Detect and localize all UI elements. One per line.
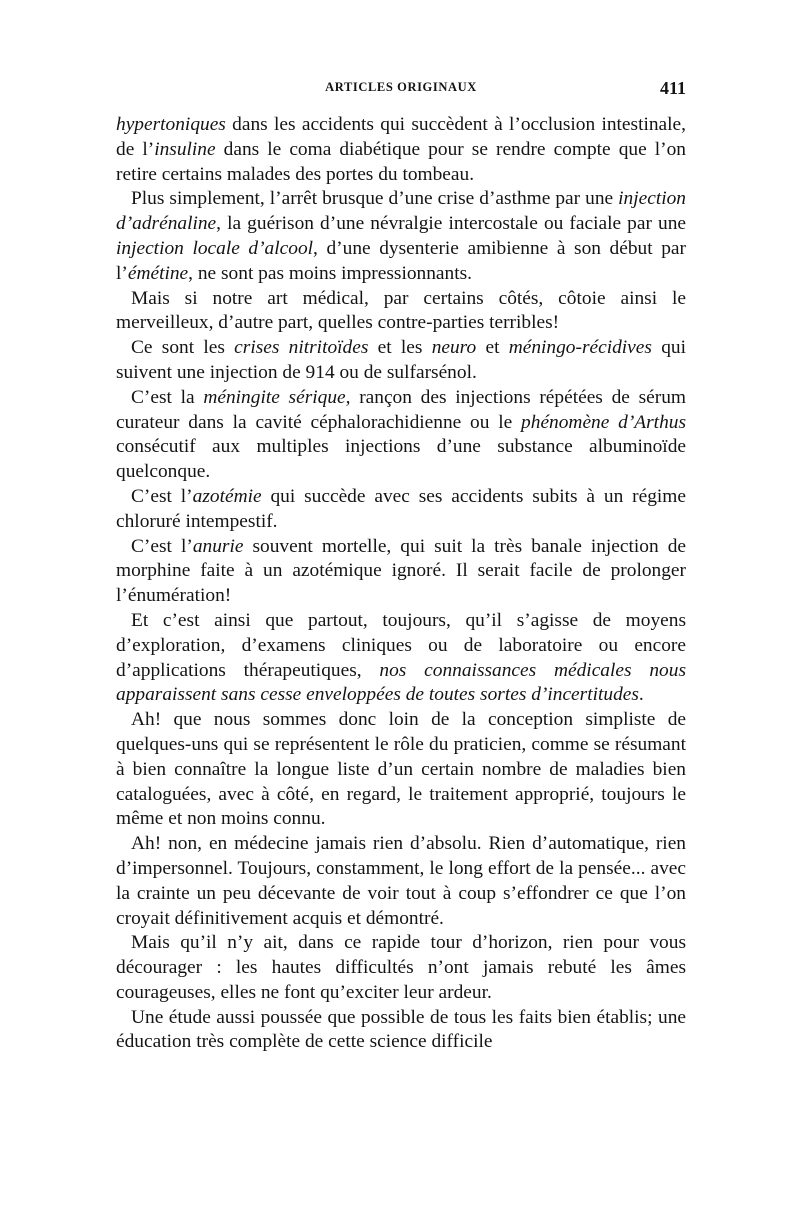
paragraph — [116, 535, 686, 609]
italic-run: émétine — [127, 262, 189, 284]
text-run: C’est la — [131, 386, 204, 408]
text-run: Plus simplement, l’arrêt brusque d’une crise d’asthme par une — [131, 188, 619, 210]
paragraph — [116, 485, 686, 535]
text-run: et les — [368, 337, 432, 359]
paragraph — [116, 931, 686, 1005]
text-run: Ce sont les — [131, 337, 235, 359]
text-run: dans les accidents qui succèdent à l’occlusion intestinale, de l’ — [116, 114, 686, 160]
paragraph — [116, 1006, 686, 1056]
page-number: 411 — [659, 78, 686, 98]
text-run: . — [638, 684, 644, 706]
text-run: Ah! que nous sommes donc loin de la conception simpliste de quelques-uns qui se représentent le rôle du praticien, comme se résumant à bien connaître la longue liste d’un certain nombre de maladies bien cataloguées, avec à côté, en regard, le traitement approprié, toujours le même et non moins connu. — [116, 709, 686, 830]
text-run: C’est l’ — [131, 485, 193, 507]
text-run: dans le coma diabétique pour se rendre compte que l’on retire certains malades des portes du tombeau. — [116, 138, 686, 185]
text-run: Et c’est ainsi que partout, toujours, qu’il s’agisse de moyens d’exploration, d’examens cliniques ou de laboratoire ou encore d’applications thérapeutiques, — [116, 609, 686, 681]
italic-run: nos connaissances médicales nous apparaissent sans cesse enveloppées de toutes sortes d’incertitudes — [116, 659, 686, 706]
text-run: souvent mortelle, qui suit la très banale injection de morphine faite à un azotémique ignoré. Il serait facile de prolonger l’énumération! — [116, 535, 686, 607]
italic-run: phénomène d’Arthus — [521, 411, 687, 433]
body-text — [116, 113, 686, 1055]
text-run: , d’une dysenterie amibienne à son début par l’ — [116, 237, 686, 284]
italic-run: crises nitritoïdes — [234, 337, 369, 359]
italic-run: anurie — [192, 535, 244, 557]
italic-run: injection locale d’alcool — [116, 237, 314, 259]
text-run: consécutif aux multiples injections d’une substance albuminoïde quelconque. — [116, 436, 686, 483]
paragraph — [116, 336, 686, 386]
paragraph — [116, 609, 686, 708]
text-run: Une étude aussi poussée que possible de tous les faits bien établis; une éducation très complète de cette science difficile — [116, 1006, 686, 1053]
italic-run: méningo-récidives — [508, 337, 652, 359]
text-run: et — [476, 337, 509, 359]
italic-run: hypertoniques — [116, 114, 226, 135]
italic-run: insuline — [154, 138, 216, 160]
italic-run: injection d’adrénaline — [116, 188, 686, 235]
paragraph — [116, 113, 686, 187]
italic-run: neuro — [431, 337, 477, 359]
running-title: ARTICLES ORIGINAUX — [325, 80, 477, 94]
text-run: qui suivent une injection de 914 ou de sulfarsénol. — [116, 337, 686, 383]
paragraph — [116, 287, 686, 337]
text-run: , la guérison d’une névralgie intercostale ou faciale par une — [216, 213, 686, 235]
paragraph — [116, 187, 686, 286]
italic-run: azotémie — [192, 485, 262, 507]
paragraph — [116, 832, 686, 931]
text-run: Ah! non, en médecine jamais rien d’absolu. Rien d’automatique, rien d’impersonnel. Toujours, constamment, le long effort de la pensée... avec la crainte un peu décevante de voir tout à coup s’effondrer ce que l’on croyait définitivement acquis et démontré. — [116, 833, 686, 929]
running-head — [116, 78, 686, 98]
text-run: Mais qu’il n’y ait, dans ce rapide tour d’horizon, rien pour vous décourager : les hautes difficultés n’ont jamais rebuté les âmes courageuses, elles ne font qu’exciter leur ardeur. — [116, 932, 686, 1003]
text-run: qui succède avec ses accidents subits à un régime chloruré intempestif. — [116, 485, 687, 532]
text-run: C’est l’ — [131, 535, 193, 557]
italic-run: méningite sérique — [203, 386, 346, 408]
paragraph — [116, 386, 686, 485]
text-run: , rançon des injections répétées de sérum curateur dans la cavité céphalorachidienne ou le — [116, 386, 686, 433]
text-run: , ne sont pas moins impressionnants. — [188, 262, 472, 284]
paragraph — [116, 708, 686, 832]
text-run: Mais si notre art médical, par certains côtés, côtoie ainsi le merveilleux, d’autre part, quelles contre-parties terribles! — [116, 287, 686, 334]
